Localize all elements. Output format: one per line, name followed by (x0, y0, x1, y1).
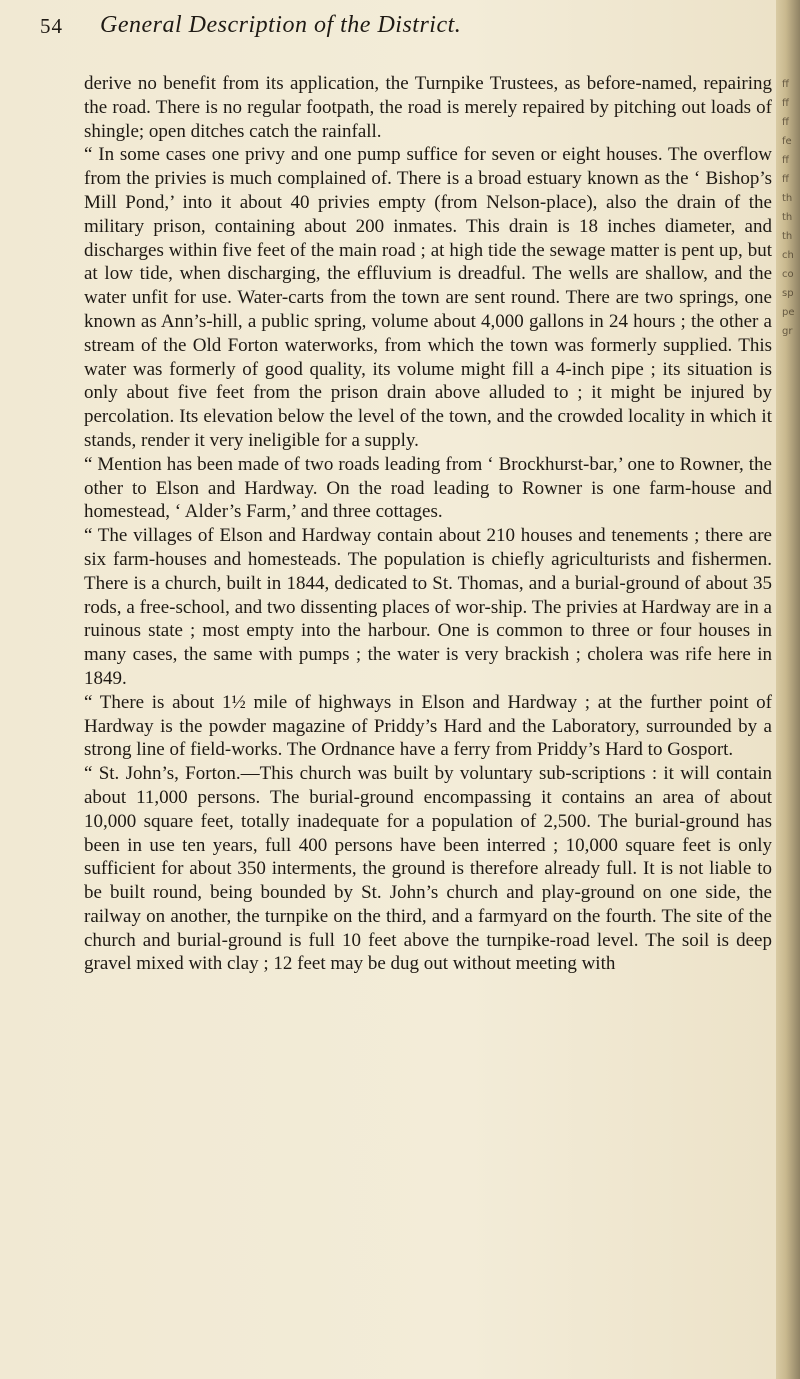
paragraph-2: “ In some cases one privy and one pump suffice for seven or eight houses. The overflow from the privies is much complained of. There is a broad estuary known as the ‘ Bishop’s Mill Pond,’ into it about 40 privies empty (from Nelson-place), also the drain of the military prison, containing about 200 inmates. This drain is 18 inches diameter, and discharges within five feet of the main road ; at high tide the sewage matter is pent up, but at low tide, when discharging, the effluvium is dreadful. The wells are shallow, and the water unfit for use. Water-carts from the town are sent round. There are two springs, one known as Ann’s-hill, a public spring, volume about 4,000 gallons in 24 hours ; the other a stream of the Old Forton waterworks, from which the town was formerly supplied. This water was formerly of good quality, its volume might fill a 4-inch pipe ; its situation is only about five feet from the prison drain above alluded to ; it might be injured by percolation. Its elevation below the level of the town, and the crowded locality in which it stands, render it very ineligible for a supply. (84, 144, 772, 451)
body-text (84, 72, 772, 976)
paragraph-5: “ There is about 1½ mile of highways in Elson and Hardway ; at the further point of Hardway is the powder magazine of Priddy’s Hard and the Laboratory, surrounded by a strong line of field-works. The Ordnance have a ferry from Priddy’s Hard to Gosport. (84, 691, 772, 761)
paragraph-4: “ The villages of Elson and Hardway contain about 210 houses and tenements ; there are six farm-houses and homesteads. The population is chiefly agriculturists and fishermen. There is a church, built in 1844, dedicated to St. Thomas, and a burial-ground of about 35 rods, a free-school, and two dissenting places of wor-ship. The privies at Hardway are in a ruinous state ; most empty into the harbour. One is common to three or four houses in many cases, the same with pumps ; the water is very brackish ; cholera was rife here in 1849. (84, 525, 772, 689)
adjacent-page-edge-text: ff ff ff fe ff ff th th th ch co sp pe gr (782, 79, 795, 337)
page-header (40, 14, 680, 44)
paragraph-1: derive no benefit from its application, the Turnpike Trustees, as before-named, repairing the road. There is no regular footpath, the road is merely repaired by pitching out loads of shingle; open ditches catch the rainfall. (84, 73, 772, 142)
page-number: 54 (40, 14, 63, 38)
paragraph-3: “ Mention has been made of two roads leading from ‘ Brockhurst-bar,’ one to Rowner, the other to Elson and Hardway. On the road leading to Rowner is one farm-house and homestead, ‘ Alder’s Farm,’ and three cottages. (84, 453, 772, 523)
running-title: General Description of the District. (100, 12, 462, 38)
paragraph-6: “ St. John’s, Forton.—This church was built by voluntary sub-scriptions : it will contain about 11,000 persons. The burial-ground encompassing it contains an area of about 10,000 square feet, totally inadequate for a population of 2,500. The burial-ground has been in use ten years, full 400 persons have been interred ; 10,000 square feet is only sufficient for about 350 interments, the ground is therefore already full. It is not liable to be built round, being bounded by St. John’s church and play-ground on one side, the railway on another, the turnpike on the third, and a farmyard on the fourth. The site of the church and burial-ground is full 10 feet above the turnpike-road level. The soil is deep gravel mixed with clay ; 12 feet may be dug out without meeting with (84, 763, 772, 975)
